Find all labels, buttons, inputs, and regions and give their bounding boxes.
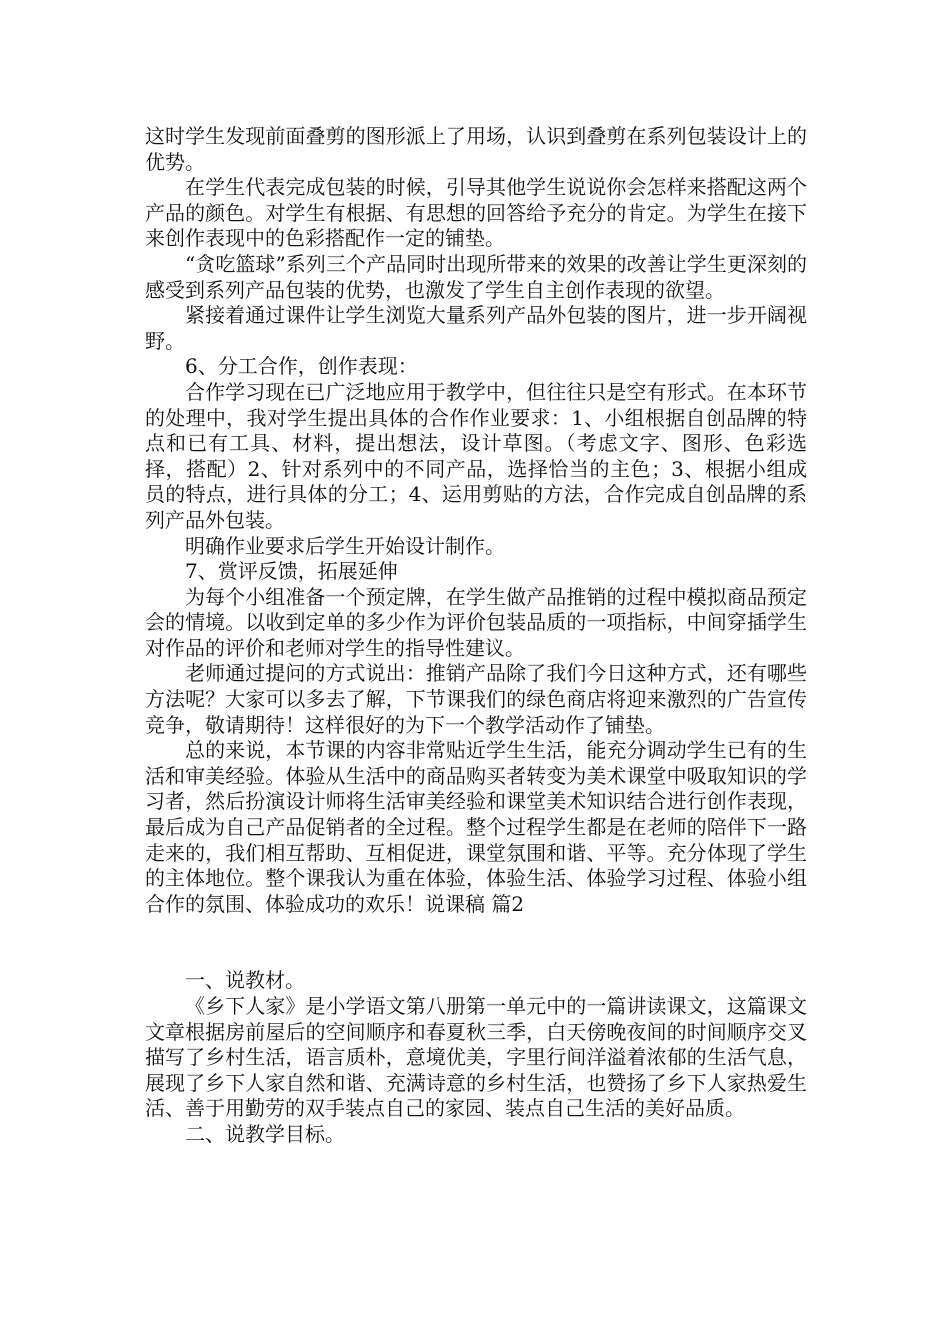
paragraph-teacher-question: 老师通过提问的方式说出：推销产品除了我们今日这种方式，还有哪些方法呢？大家可以多去了解，下节课我们的绿色商店将迎来激烈的广告宣传竞争，敬请期待！这样很好的为下一个教学活动作了铺垫。 (145, 661, 807, 737)
paragraph-continuation: 这时学生发现前面叠剪的图形派上了用场，认识到叠剪在系列包装设计上的优势。 (145, 124, 807, 174)
paragraph-browse-images: 紧接着通过课件让学生浏览大量系列产品外包装的图片，进一步开阔视野。 (145, 303, 807, 353)
section-heading-7: 7、赏评反馈，拓展延伸 (185, 559, 398, 584)
section-heading-goals: 二、说教学目标。 (185, 1121, 345, 1146)
paragraph-summary: 总的来说，本节课的内容非常贴近学生生活，能充分调动学生已有的生活和审美经验。体验从生活中的商品购买者转变为美术课堂中吸取知识的学习者，然后扮演设计师将生活审美经验和课堂美术知识结合进行创作表现，最后成为自己产品促销者的全过程。整个过程学生都是在老师的陪伴下一路走来的，我们相互帮助、互相促进，课堂氛围和谐、平等。充分体现了学生的主体地位。整个课我认为重在体验，体验生活、体验学习过程、体验小组合作的氛围、体验成功的欢乐！说课稿 篇2 (145, 738, 807, 916)
paragraph-textbook: 《乡下人家》是小学语文第八册第一单元中的一篇讲读课文，这篇课文文章根据房前屋后的空间顺序和春夏秋三季，白天傍晚夜间的时间顺序交叉描写了乡村生活，语言质朴，意境优美，字里行间洋溢着浓郁的生活气息，展现了乡下人家自然和谐、充满诗意的乡村生活，也赞扬了乡下人家热爱生活、善于用勤劳的双手装点自己的家园、装点自己生活的美好品质。 (145, 994, 807, 1121)
document-page (145, 124, 807, 1148)
section-gap (145, 917, 807, 968)
paragraph-start-design: 明确作业要求后学生开始设计制作。 (185, 533, 505, 558)
section-heading-6: 6、分工合作，创作表现： (185, 354, 418, 379)
paragraph-order-board: 为每个小组准备一个预定牌，在学生做产品推销的过程中模拟商品预定会的情境。以收到定单的多少作为评价包装品质的一项指标，中间穿插学生对作品的评价和老师对学生的指导性建议。 (145, 584, 807, 660)
section-heading-textbook: 一、说教材。 (185, 968, 305, 993)
paragraph-color-matching: 在学生代表完成包装的时候，引导其他学生说说你会怎样来搭配这两个产品的颜色。对学生有根据、有思想的回答给予充分的肯定。为学生在接下来创作表现中的色彩搭配作一定的铺垫。 (145, 175, 807, 251)
paragraph-cooperation: 合作学习现在已广泛地应用于教学中，但往往只是空有形式。在本环节的处理中，我对学生提出具体的合作作业要求：1、小组根据自创品牌的特点和已有工具、材料，提出想法，设计草图。（考虑文字、图形、色彩选择，搭配）2、针对系列中的不同产品，选择恰当的主色；3、根据小组成员的特点，进行具体的分工；4、运用剪贴的方法，合作完成自创品牌的系列产品外包装。 (145, 379, 807, 532)
paragraph-series-effect: “贪吃篮球”系列三个产品同时出现所带来的效果的改善让学生更深刻的感受到系列产品包装的优势，也激发了学生自主创作表现的欲望。 (145, 251, 807, 302)
